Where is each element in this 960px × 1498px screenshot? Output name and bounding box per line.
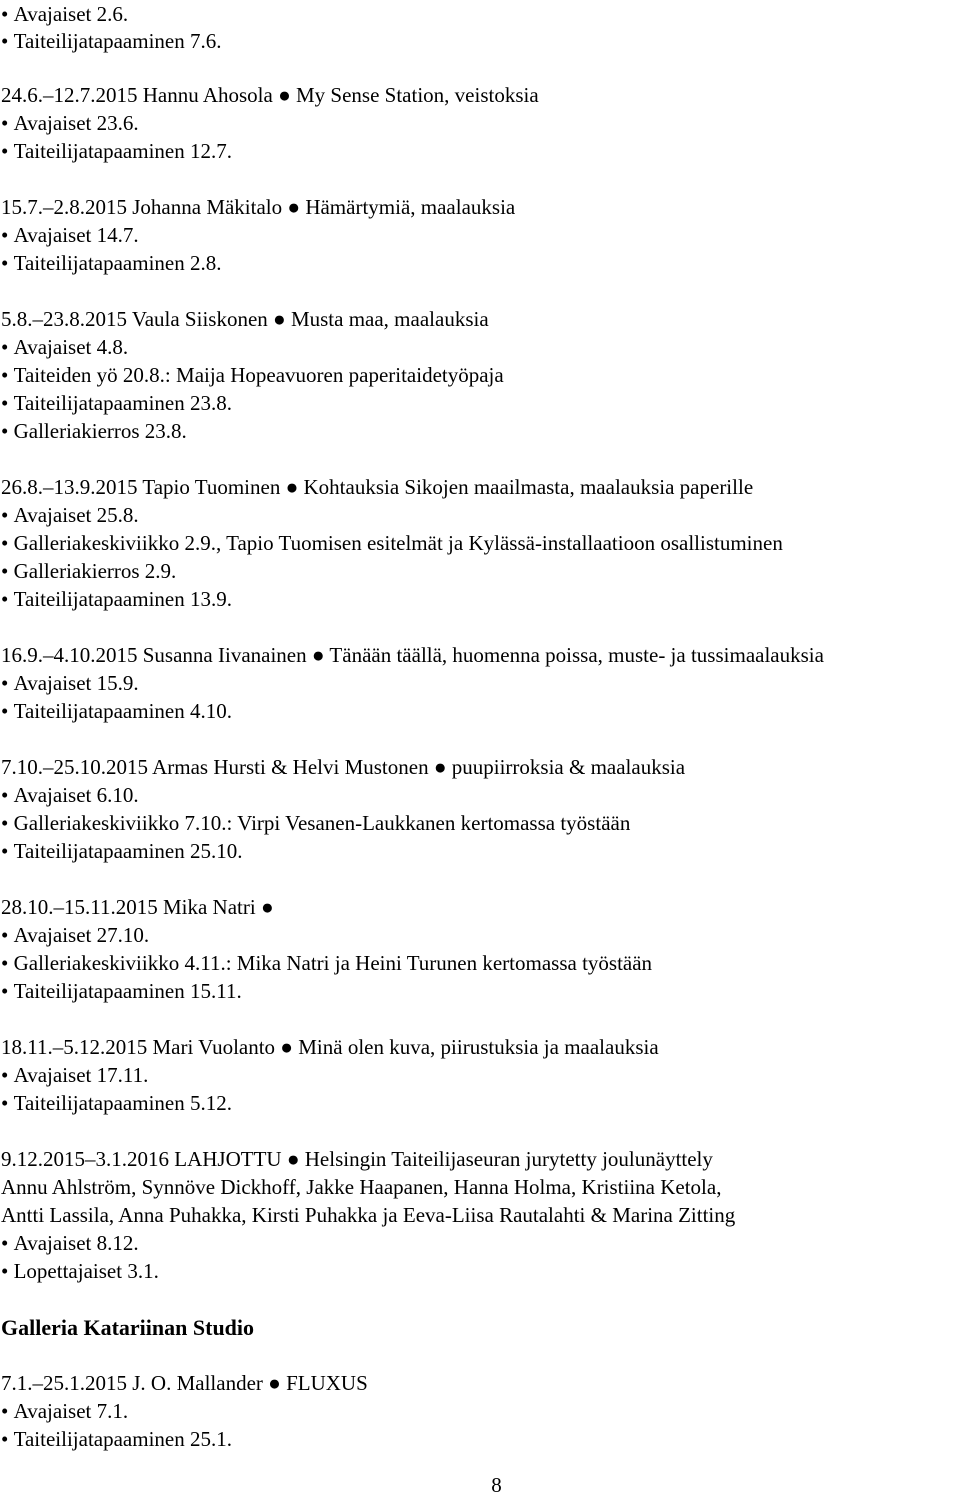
list-item: • Taiteilijatapaaminen 25.1.	[1, 1425, 232, 1453]
list-item: • Taiteilijatapaaminen 23.8.	[1, 389, 232, 417]
exhibition-heading: 9.12.2015–3.1.2016 LAHJOTTU ● Helsingin Taiteilijaseuran jurytetty joulunäyttely	[1, 1147, 713, 1171]
list-item: • Taiteilijatapaaminen 12.7.	[1, 137, 232, 165]
list-item: • Galleriakeskiviikko 2.9., Tapio Tuomisen esitelmät ja Kylässä-installaatioon osallistuminen	[1, 529, 783, 557]
list-item: • Taiteilijatapaaminen 15.11.	[1, 977, 242, 1005]
exhibition-heading: 28.10.–15.11.2015 Mika Natri ●	[1, 895, 274, 919]
list-item: • Avajaiset 8.12.	[1, 1229, 139, 1257]
exhibition-heading: 5.8.–23.8.2015 Vaula Siiskonen ● Musta maa, maalauksia	[1, 307, 489, 331]
list-item: • Avajaiset 14.7.	[1, 221, 139, 249]
list-item: • Lopettajaiset 3.1.	[1, 1257, 159, 1285]
exhibition-heading: 16.9.–4.10.2015 Susanna Iivanainen ● Tänään täällä, huomenna poissa, muste- ja tussimaalauksia	[1, 643, 824, 667]
list-item: • Avajaiset 7.1.	[1, 1397, 128, 1425]
list-item: • Avajaiset 15.9.	[1, 669, 139, 697]
list-item: • Taiteilijatapaaminen 7.6.	[1, 27, 221, 55]
list-item: • Taiteiden yö 20.8.: Maija Hopeavuoren paperitaidetyöpaja	[1, 361, 504, 389]
exhibition-heading: 15.7.–2.8.2015 Johanna Mäkitalo ● Hämärtymiä, maalauksia	[1, 195, 516, 219]
list-item: • Avajaiset 2.6.	[1, 0, 128, 28]
artist-list-line: Antti Lassila, Anna Puhakka, Kirsti Puhakka ja Eeva-Liisa Rautalahti & Marina Zitting	[1, 1203, 736, 1227]
list-item: • Taiteilijatapaaminen 4.10.	[1, 697, 232, 725]
exhibition-heading: 18.11.–5.12.2015 Mari Vuolanto ● Minä olen kuva, piirustuksia ja maalauksia	[1, 1035, 659, 1059]
list-item: • Galleriakeskiviikko 4.11.: Mika Natri ja Heini Turunen kertomassa työstään	[1, 949, 652, 977]
list-item: • Galleriakierros 23.8.	[1, 417, 187, 445]
list-item: • Avajaiset 27.10.	[1, 921, 149, 949]
section-heading: Galleria Katariinan Studio	[1, 1315, 255, 1340]
page-number: 8	[491, 1473, 502, 1497]
exhibition-heading: 24.6.–12.7.2015 Hannu Ahosola ● My Sense Station, veistoksia	[1, 83, 539, 107]
list-item: • Taiteilijatapaaminen 25.10.	[1, 837, 242, 865]
list-item: • Avajaiset 23.6.	[1, 109, 139, 137]
artist-list-line: Annu Ahlström, Synnöve Dickhoff, Jakke Haapanen, Hanna Holma, Kristiina Ketola,	[1, 1175, 722, 1199]
list-item: • Galleriakierros 2.9.	[1, 557, 176, 585]
exhibition-heading: 7.10.–25.10.2015 Armas Hursti & Helvi Mustonen ● puupiirroksia & maalauksia	[1, 755, 686, 779]
list-item: • Avajaiset 4.8.	[1, 333, 128, 361]
list-item: • Taiteilijatapaaminen 2.8.	[1, 249, 221, 277]
exhibition-heading: 7.1.–25.1.2015 J. O. Mallander ● FLUXUS	[1, 1371, 368, 1395]
list-item: • Avajaiset 6.10.	[1, 781, 139, 809]
exhibition-heading: 26.8.–13.9.2015 Tapio Tuominen ● Kohtauksia Sikojen maailmasta, maalauksia paperille	[1, 475, 754, 499]
list-item: • Taiteilijatapaaminen 13.9.	[1, 585, 232, 613]
list-item: • Avajaiset 17.11.	[1, 1061, 148, 1089]
list-item: • Galleriakeskiviikko 7.10.: Virpi Vesanen-Laukkanen kertomassa työstään	[1, 809, 630, 837]
list-item: • Avajaiset 25.8.	[1, 501, 139, 529]
list-item: • Taiteilijatapaaminen 5.12.	[1, 1089, 232, 1117]
